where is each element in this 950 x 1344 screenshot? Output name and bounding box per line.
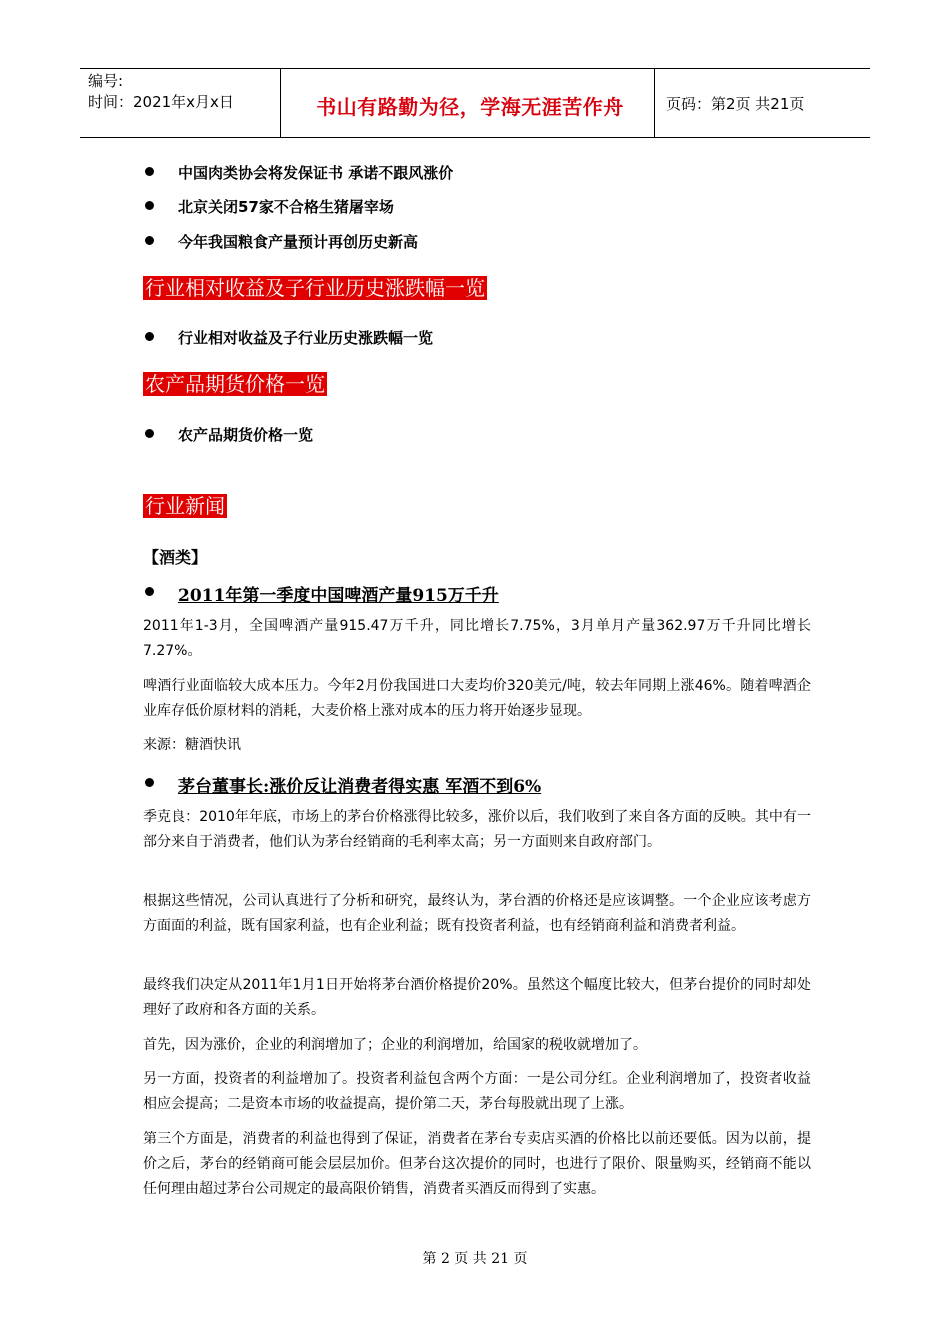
time-label: 时间：2021年x月x日: [88, 93, 234, 111]
header-motto: 书山有路勤为径，学海无涯苦作舟: [316, 95, 624, 119]
article-source: 来源：糖酒快讯: [143, 737, 241, 753]
section-item-text: 农产品期货价格一览: [178, 426, 314, 444]
bullet-icon: [145, 332, 154, 341]
bullet-icon: [145, 167, 154, 176]
section-item-text: 行业相对收益及子行业历史涨跌幅一览: [178, 329, 434, 347]
article-paragraph: 2011年1-3月，全国啤酒产量915.47万千升，同比增长7.75%，3月单月产量362.97万千升同比增长7.27%。: [143, 618, 811, 659]
page-header: [80, 68, 870, 138]
headline-text: 中国肉类协会将发保证书 承诺不跟风涨价: [178, 164, 454, 182]
header-page-code: 页码：第2页 共21页: [666, 95, 805, 113]
header-divider: [280, 69, 281, 137]
section-title-news: 行业新闻: [145, 494, 225, 518]
bullet-icon: [145, 778, 154, 787]
bullet-icon: [145, 201, 154, 210]
section-title-futures: 农产品期货价格一览: [145, 372, 325, 396]
section-title-industry-returns: 行业相对收益及子行业历史涨跌幅一览: [145, 276, 485, 300]
news-category: 【酒类】: [143, 548, 208, 567]
header-meta: [88, 71, 234, 113]
bullet-icon: [145, 429, 154, 438]
bullet-icon: [145, 587, 154, 596]
bullet-icon: [145, 236, 154, 245]
article-paragraph: 根据这些情况，公司认真进行了分析和研究，最终认为，茅台酒的价格还是应该调整。一个企业应该考虑方方面面的利益，既有国家利益，也有企业利益；既有投资者利益，也有经销商利益和消费者利益。: [143, 893, 811, 934]
article-paragraph: 最终我们决定从2011年1月1日开始将茅台酒价格提价20%。虽然这个幅度比较大，但茅台提价的同时却处理好了政府和各方面的关系。: [143, 977, 811, 1018]
headline-text: 北京关闭57家不合格生猪屠宰场: [178, 198, 394, 216]
serial-label: 编号:: [88, 72, 124, 90]
article-title-text: 茅台董事长:涨价反让消费者得实惠 军酒不到6%: [178, 777, 542, 797]
headline-text: 今年我国粮食产量预计再创历史新高: [178, 233, 419, 251]
page-footer: 第 2 页 共 21 页: [422, 1251, 528, 1267]
article-paragraph: 季克良：2010年年底，市场上的茅台价格涨得比较多，涨价以后，我们收到了来自各方面的反映。其中有一部分来自于消费者，他们认为茅台经销商的毛利率太高；另一方面则来自政府部门。: [143, 809, 811, 850]
article-title-text: 2011年第一季度中国啤酒产量915万千升: [178, 586, 499, 606]
article-paragraph: 啤酒行业面临较大成本压力。今年2月份我国进口大麦均价320美元/吨，较去年同期上涨46%。随着啤酒企业库存低价原材料的消耗，大麦价格上涨对成本的压力将开始逐步显现。: [143, 678, 811, 719]
article-paragraph: 另一方面，投资者的利益增加了。投资者利益包含两个方面：一是公司分红。企业利润增加了，投资者收益相应会提高；二是资本市场的收益提高，提价第二天，茅台每股就出现了上涨。: [143, 1071, 811, 1112]
header-divider: [654, 69, 655, 137]
article-paragraph: 首先，因为涨价，企业的利润增加了；企业的利润增加，给国家的税收就增加了。: [143, 1037, 647, 1053]
article-paragraph: 第三个方面是，消费者的利益也得到了保证，消费者在茅台专卖店买酒的价格比以前还要低。因为以前，提价之后，茅台的经销商可能会层层加价。但茅台这次提价的同时，也进行了限价、限量购买，经销商不能以任何理由超过茅台公司规定的最高限价销售，消费者买酒反而得到了实惠。: [143, 1131, 811, 1197]
